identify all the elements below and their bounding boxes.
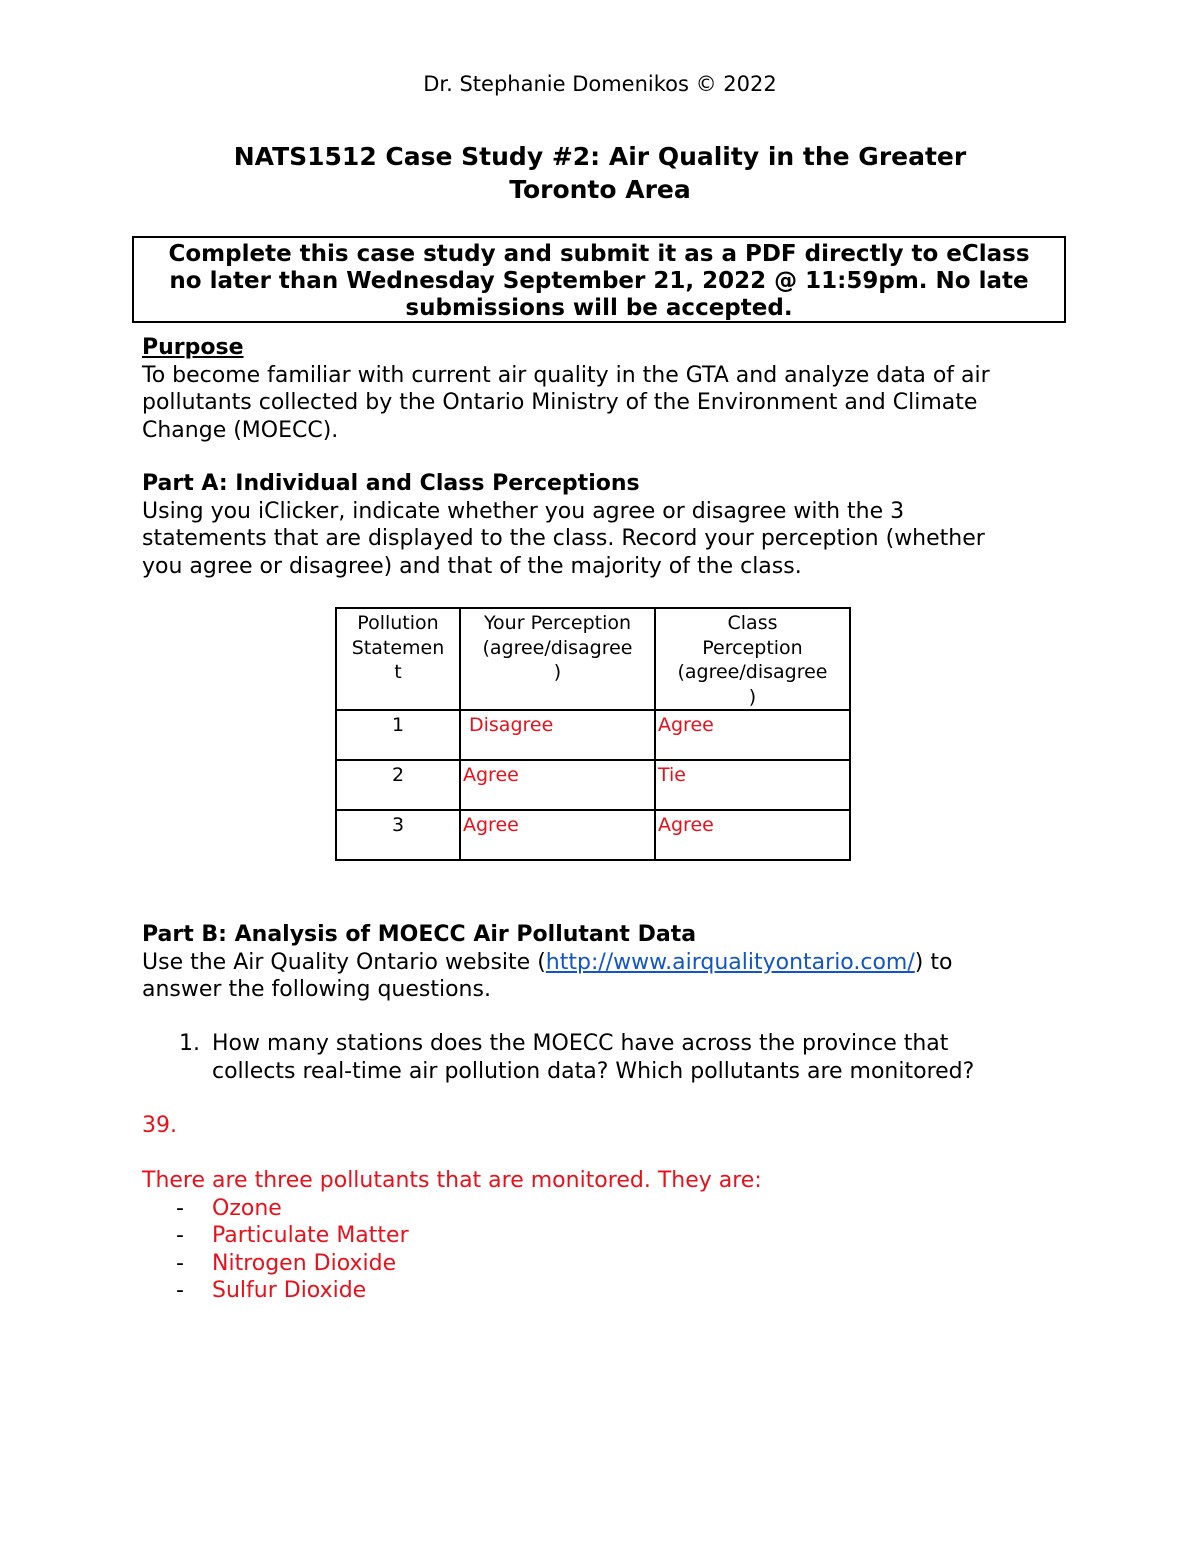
question-number: 1. <box>179 1031 200 1056</box>
part-b-heading: Part B: Analysis of MOECC Air Pollutant Data <box>142 922 697 947</box>
question-text <box>212 1030 974 1085</box>
header-pollution-statement <box>336 608 460 710</box>
your-perception-value: Agree <box>460 760 655 810</box>
title-line-1: NATS1512 Case Study #2: Air Quality in the Greater <box>233 142 967 171</box>
part-a-section <box>142 470 1072 580</box>
header-text: Pollution <box>357 612 439 634</box>
part-b-intro-line-1 <box>142 949 1072 977</box>
notice-line-2: no later than Wednesday September 21, 2022 @ 11:59pm. No late <box>169 268 1029 294</box>
answer-section <box>142 1167 1072 1305</box>
list-item <box>142 1030 1072 1085</box>
header-text: (agree/disagree <box>677 661 828 683</box>
part-a-line-2: statements that are displayed to the class. Record your perception (whether <box>142 526 985 551</box>
table-row <box>336 760 850 810</box>
list-item <box>142 1195 1072 1223</box>
header-text: Perception <box>702 636 803 659</box>
list-item <box>142 1277 1072 1305</box>
part-b-intro-line-2: answer the following questions. <box>142 977 491 1002</box>
class-perception-value: Agree <box>655 710 850 760</box>
title-line-2: Toronto Area <box>509 175 691 204</box>
intro-text: ) to <box>914 949 953 975</box>
purpose-line-3: Change (MOECC). <box>142 417 339 443</box>
table-row <box>336 810 850 860</box>
class-perception-value: Agree <box>655 810 850 860</box>
list-item <box>142 1250 1072 1278</box>
your-perception-value: Agree <box>460 810 655 860</box>
notice-line-1: Complete this case study and submit it as a PDF directly to eClass <box>168 241 1030 267</box>
header-text: Statemen <box>351 636 445 659</box>
submission-notice-box <box>132 236 1066 323</box>
table-header-row <box>336 608 850 710</box>
notice-line-3: submissions will be accepted. <box>405 295 793 321</box>
intro-text: Use the Air Quality Ontario website ( <box>142 949 546 975</box>
purpose-line-1: To become familiar with current air quality in the GTA and analyze data of air <box>142 362 990 388</box>
perception-table <box>335 607 851 861</box>
class-perception-value: Tie <box>655 760 850 810</box>
question-line-1: How many stations does the MOECC have across the province that <box>212 1031 949 1056</box>
pollutant-particulate-matter: Particulate Matter <box>212 1223 409 1248</box>
list-item <box>142 1222 1072 1250</box>
header-text: ) <box>748 685 757 708</box>
header-text: Class <box>727 612 778 634</box>
answer-intro: There are three pollutants that are monitored. They are: <box>142 1168 762 1193</box>
question-line-2: collects real-time air pollution data? Which pollutants are monitored? <box>212 1058 975 1084</box>
purpose-line-2: pollutants collected by the Ontario Ministry of the Environment and Climate <box>142 390 978 415</box>
part-a-heading: Part A: Individual and Class Perceptions <box>142 471 640 496</box>
statement-number: 2 <box>336 760 460 810</box>
header-your-perception <box>460 608 655 710</box>
part-b-section <box>142 921 1072 1004</box>
part-a-line-1: Using you iClicker, indicate whether you agree or disagree with the 3 <box>142 498 905 524</box>
statement-number: 1 <box>336 710 460 760</box>
bullet-dash: - <box>176 1223 184 1248</box>
table-row <box>336 710 850 760</box>
part-a-line-3: you agree or disagree) and that of the majority of the class. <box>142 553 802 579</box>
document-title <box>100 140 1100 206</box>
pollutant-sulfur-dioxide: Sulfur Dioxide <box>212 1278 367 1303</box>
header-text: Your Perception <box>483 612 632 634</box>
bullet-dash: - <box>176 1250 184 1276</box>
pollutant-nitrogen-dioxide: Nitrogen Dioxide <box>212 1250 397 1276</box>
pollutant-ozone: Ozone <box>212 1195 282 1221</box>
statement-number: 3 <box>336 810 460 860</box>
bullet-dash: - <box>176 1195 184 1221</box>
question-1 <box>142 1030 1072 1085</box>
header-text: t <box>394 661 402 683</box>
purpose-heading: Purpose <box>142 335 244 360</box>
author-copyright-line: Dr. Stephanie Domenikos © 2022 <box>423 72 777 96</box>
bullet-dash: - <box>176 1278 184 1303</box>
header-text: ) <box>553 661 562 683</box>
header-class-perception <box>655 608 850 710</box>
air-quality-ontario-link[interactable]: http://www.airqualityontario.com/ <box>545 949 915 975</box>
your-perception-value: Disagree <box>460 710 655 760</box>
purpose-section <box>142 334 1072 444</box>
answer-count: 39. <box>142 1113 177 1138</box>
header-text: (agree/disagree <box>482 636 633 659</box>
